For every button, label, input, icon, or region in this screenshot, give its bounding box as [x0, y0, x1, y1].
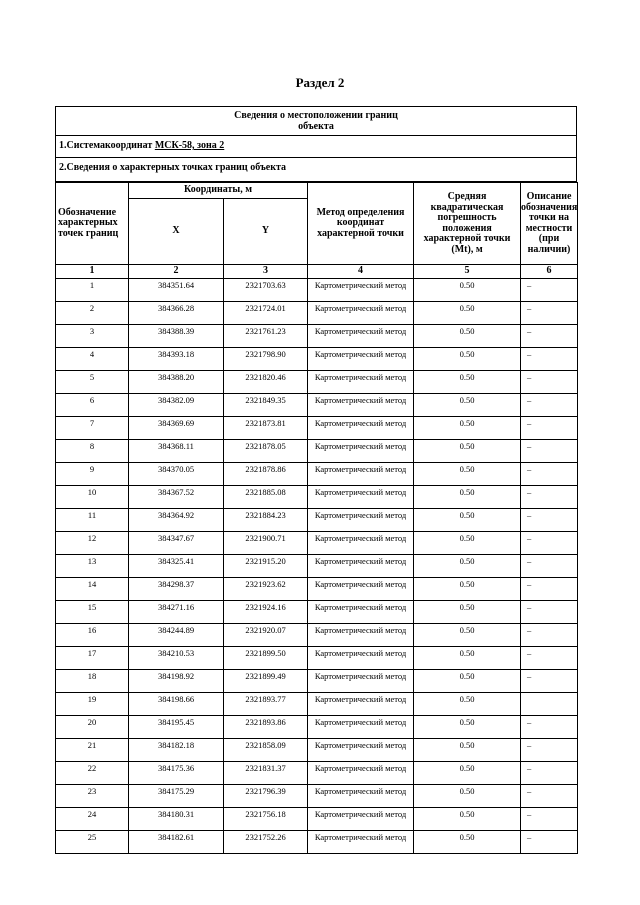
coord-y: 2321752.26: [224, 831, 308, 854]
description: –: [521, 348, 578, 371]
accuracy: 0.50: [414, 348, 521, 371]
col-method: Метод определения координат характерной точки: [308, 183, 414, 265]
table-row: [56, 670, 578, 693]
coord-y: 2321849.35: [224, 394, 308, 417]
table-row: [56, 647, 578, 670]
accuracy: 0.50: [414, 371, 521, 394]
accuracy: 0.50: [414, 486, 521, 509]
description: [521, 693, 578, 716]
coord-y: 2321761.23: [224, 325, 308, 348]
description: –: [521, 509, 578, 532]
point-number: 18: [56, 670, 129, 693]
coord-x: 384210.53: [129, 647, 224, 670]
point-number: 8: [56, 440, 129, 463]
coord-x: 384388.39: [129, 325, 224, 348]
coord-y: 2321924.16: [224, 601, 308, 624]
accuracy: 0.50: [414, 394, 521, 417]
method: Картометрический метод: [308, 693, 414, 716]
coord-y: 2321878.05: [224, 440, 308, 463]
coord-y: 2321724.01: [224, 302, 308, 325]
method: Картометрический метод: [308, 831, 414, 854]
boundary-points-table: [55, 182, 578, 854]
col-coordinates: Координаты, м: [129, 183, 308, 199]
coord-x: 384366.28: [129, 302, 224, 325]
coord-x: 384351.64: [129, 279, 224, 302]
point-number: 6: [56, 394, 129, 417]
method: Картометрический метод: [308, 325, 414, 348]
coord-x: 384382.09: [129, 394, 224, 417]
table-title-line1: Сведения о местоположении границ: [234, 110, 398, 121]
table-row: [56, 348, 578, 371]
col-description: Описание обозначения точки на местности (при наличии): [521, 183, 578, 265]
point-number: 16: [56, 624, 129, 647]
coord-y: 2321703.63: [224, 279, 308, 302]
description: –: [521, 831, 578, 854]
table-row: [56, 831, 578, 854]
table-row: [56, 394, 578, 417]
method: Картометрический метод: [308, 555, 414, 578]
method: Картометрический метод: [308, 486, 414, 509]
description: –: [521, 624, 578, 647]
coord-x: 384195.45: [129, 716, 224, 739]
coord-y: 2321796.39: [224, 785, 308, 808]
accuracy: 0.50: [414, 624, 521, 647]
coord-x: 384244.89: [129, 624, 224, 647]
method: Картометрический метод: [308, 716, 414, 739]
coord-y: 2321756.18: [224, 808, 308, 831]
table-row: [56, 739, 578, 762]
coord-y: 2321878.86: [224, 463, 308, 486]
accuracy: 0.50: [414, 716, 521, 739]
table-row: [56, 325, 578, 348]
table-title-line2: объекта: [298, 121, 334, 132]
points-body: [56, 279, 578, 854]
table-row: [56, 762, 578, 785]
point-number: 23: [56, 785, 129, 808]
table-row: [56, 693, 578, 716]
method: Картометрический метод: [308, 509, 414, 532]
coord-y: 2321899.49: [224, 670, 308, 693]
table-row: [56, 578, 578, 601]
accuracy: 0.50: [414, 325, 521, 348]
description: –: [521, 762, 578, 785]
table-row: [56, 532, 578, 555]
point-number: 3: [56, 325, 129, 348]
description: –: [521, 325, 578, 348]
table-row: [56, 785, 578, 808]
col-y: Y: [224, 199, 308, 265]
col-error: Средняя квадратическая погрешность положения характерной точки (Mt), м: [414, 183, 521, 265]
accuracy: 0.50: [414, 532, 521, 555]
accuracy: 0.50: [414, 647, 521, 670]
method: Картометрический метод: [308, 463, 414, 486]
method: Картометрический метод: [308, 371, 414, 394]
point-number: 2: [56, 302, 129, 325]
accuracy: 0.50: [414, 601, 521, 624]
accuracy: 0.50: [414, 509, 521, 532]
coord-y: 2321915.20: [224, 555, 308, 578]
description: –: [521, 578, 578, 601]
coord-x: 384370.05: [129, 463, 224, 486]
description: –: [521, 739, 578, 762]
description: –: [521, 394, 578, 417]
col-designation: Обозначение характерных точек границ: [56, 183, 129, 265]
coord-y: 2321885.08: [224, 486, 308, 509]
coord-x: 384182.18: [129, 739, 224, 762]
point-number: 25: [56, 831, 129, 854]
table-row: [56, 463, 578, 486]
col-number: 5: [414, 265, 521, 279]
table-row: [56, 555, 578, 578]
accuracy: 0.50: [414, 555, 521, 578]
boundary-points-document: [55, 106, 577, 854]
coord-x: 384325.41: [129, 555, 224, 578]
coord-x: 384368.11: [129, 440, 224, 463]
method: Картометрический метод: [308, 279, 414, 302]
table-row: [56, 624, 578, 647]
accuracy: 0.50: [414, 302, 521, 325]
accuracy: 0.50: [414, 808, 521, 831]
method: Картометрический метод: [308, 394, 414, 417]
point-number: 21: [56, 739, 129, 762]
method: Картометрический метод: [308, 739, 414, 762]
point-number: 19: [56, 693, 129, 716]
table-row: [56, 440, 578, 463]
accuracy: 0.50: [414, 279, 521, 302]
point-number: 24: [56, 808, 129, 831]
point-number: 9: [56, 463, 129, 486]
method: Картометрический метод: [308, 348, 414, 371]
description: –: [521, 371, 578, 394]
description: –: [521, 716, 578, 739]
col-number: 3: [224, 265, 308, 279]
method: Картометрический метод: [308, 762, 414, 785]
coord-x: 384347.67: [129, 532, 224, 555]
table-row: [56, 417, 578, 440]
method: Картометрический метод: [308, 670, 414, 693]
col-number: 6: [521, 265, 578, 279]
point-number: 10: [56, 486, 129, 509]
accuracy: 0.50: [414, 831, 521, 854]
point-number: 14: [56, 578, 129, 601]
accuracy: 0.50: [414, 693, 521, 716]
table-row: [56, 302, 578, 325]
accuracy: 0.50: [414, 739, 521, 762]
point-number: 4: [56, 348, 129, 371]
coord-x: 384367.52: [129, 486, 224, 509]
method: Картометрический метод: [308, 440, 414, 463]
coord-y: 2321899.50: [224, 647, 308, 670]
coord-x: 384175.29: [129, 785, 224, 808]
coord-y: 2321920.07: [224, 624, 308, 647]
accuracy: 0.50: [414, 578, 521, 601]
document-header: [55, 106, 577, 182]
coord-x: 384198.66: [129, 693, 224, 716]
coord-x: 384271.16: [129, 601, 224, 624]
description: –: [521, 555, 578, 578]
coord-y: 2321893.77: [224, 693, 308, 716]
point-number: 22: [56, 762, 129, 785]
description: –: [521, 302, 578, 325]
point-number: 20: [56, 716, 129, 739]
coord-y: 2321900.71: [224, 532, 308, 555]
coord-y: 2321923.62: [224, 578, 308, 601]
description: –: [521, 808, 578, 831]
point-number: 17: [56, 647, 129, 670]
accuracy: 0.50: [414, 463, 521, 486]
method: Картометрический метод: [308, 808, 414, 831]
coord-y: 2321798.90: [224, 348, 308, 371]
table-row: [56, 371, 578, 394]
coord-x: 384175.36: [129, 762, 224, 785]
description: –: [521, 785, 578, 808]
table-row: [56, 808, 578, 831]
point-number: 12: [56, 532, 129, 555]
accuracy: 0.50: [414, 762, 521, 785]
coord-y: 2321858.09: [224, 739, 308, 762]
method: Картометрический метод: [308, 532, 414, 555]
coord-x: 384364.92: [129, 509, 224, 532]
coordinate-system-row: [56, 136, 576, 158]
description: –: [521, 532, 578, 555]
method: Картометрический метод: [308, 302, 414, 325]
table-row: [56, 716, 578, 739]
accuracy: 0.50: [414, 440, 521, 463]
description: –: [521, 440, 578, 463]
coord-y: 2321831.37: [224, 762, 308, 785]
col-number: 1: [56, 265, 129, 279]
coord-y: 2321820.46: [224, 371, 308, 394]
description: –: [521, 279, 578, 302]
description: –: [521, 670, 578, 693]
point-number: 15: [56, 601, 129, 624]
table-row: [56, 486, 578, 509]
description: –: [521, 647, 578, 670]
coord-y: 2321893.86: [224, 716, 308, 739]
coord-x: 384298.37: [129, 578, 224, 601]
point-number: 1: [56, 279, 129, 302]
method: Картометрический метод: [308, 601, 414, 624]
col-number: 2: [129, 265, 224, 279]
accuracy: 0.50: [414, 417, 521, 440]
method: Картометрический метод: [308, 647, 414, 670]
table-row: [56, 601, 578, 624]
coord-x: 384198.92: [129, 670, 224, 693]
coord-y: 2321873.81: [224, 417, 308, 440]
table-row: [56, 509, 578, 532]
coord-x: 384388.20: [129, 371, 224, 394]
coord-y: 2321884.23: [224, 509, 308, 532]
accuracy: 0.50: [414, 785, 521, 808]
description: –: [521, 486, 578, 509]
accuracy: 0.50: [414, 670, 521, 693]
table-row: [56, 279, 578, 302]
method: Картометрический метод: [308, 624, 414, 647]
description: –: [521, 601, 578, 624]
table-title: [56, 107, 576, 136]
point-number: 7: [56, 417, 129, 440]
method: Картометрический метод: [308, 785, 414, 808]
method: Картометрический метод: [308, 578, 414, 601]
description: –: [521, 463, 578, 486]
point-number: 11: [56, 509, 129, 532]
coordinate-system-value: МСК-58, зона 2: [154, 140, 225, 151]
col-number: 4: [308, 265, 414, 279]
point-number: 13: [56, 555, 129, 578]
section-title: Раздел 2: [295, 75, 345, 90]
coordinate-system-label: 1.Системакоординат: [59, 140, 153, 151]
column-numbers-row: [56, 265, 578, 279]
point-number: 5: [56, 371, 129, 394]
points-heading: 2.Сведения о характерных точках границ объекта: [56, 158, 576, 182]
coord-x: 384182.61: [129, 831, 224, 854]
col-x: X: [129, 199, 224, 265]
coord-x: 384369.69: [129, 417, 224, 440]
coord-x: 384393.18: [129, 348, 224, 371]
description: –: [521, 417, 578, 440]
method: Картометрический метод: [308, 417, 414, 440]
coord-x: 384180.31: [129, 808, 224, 831]
